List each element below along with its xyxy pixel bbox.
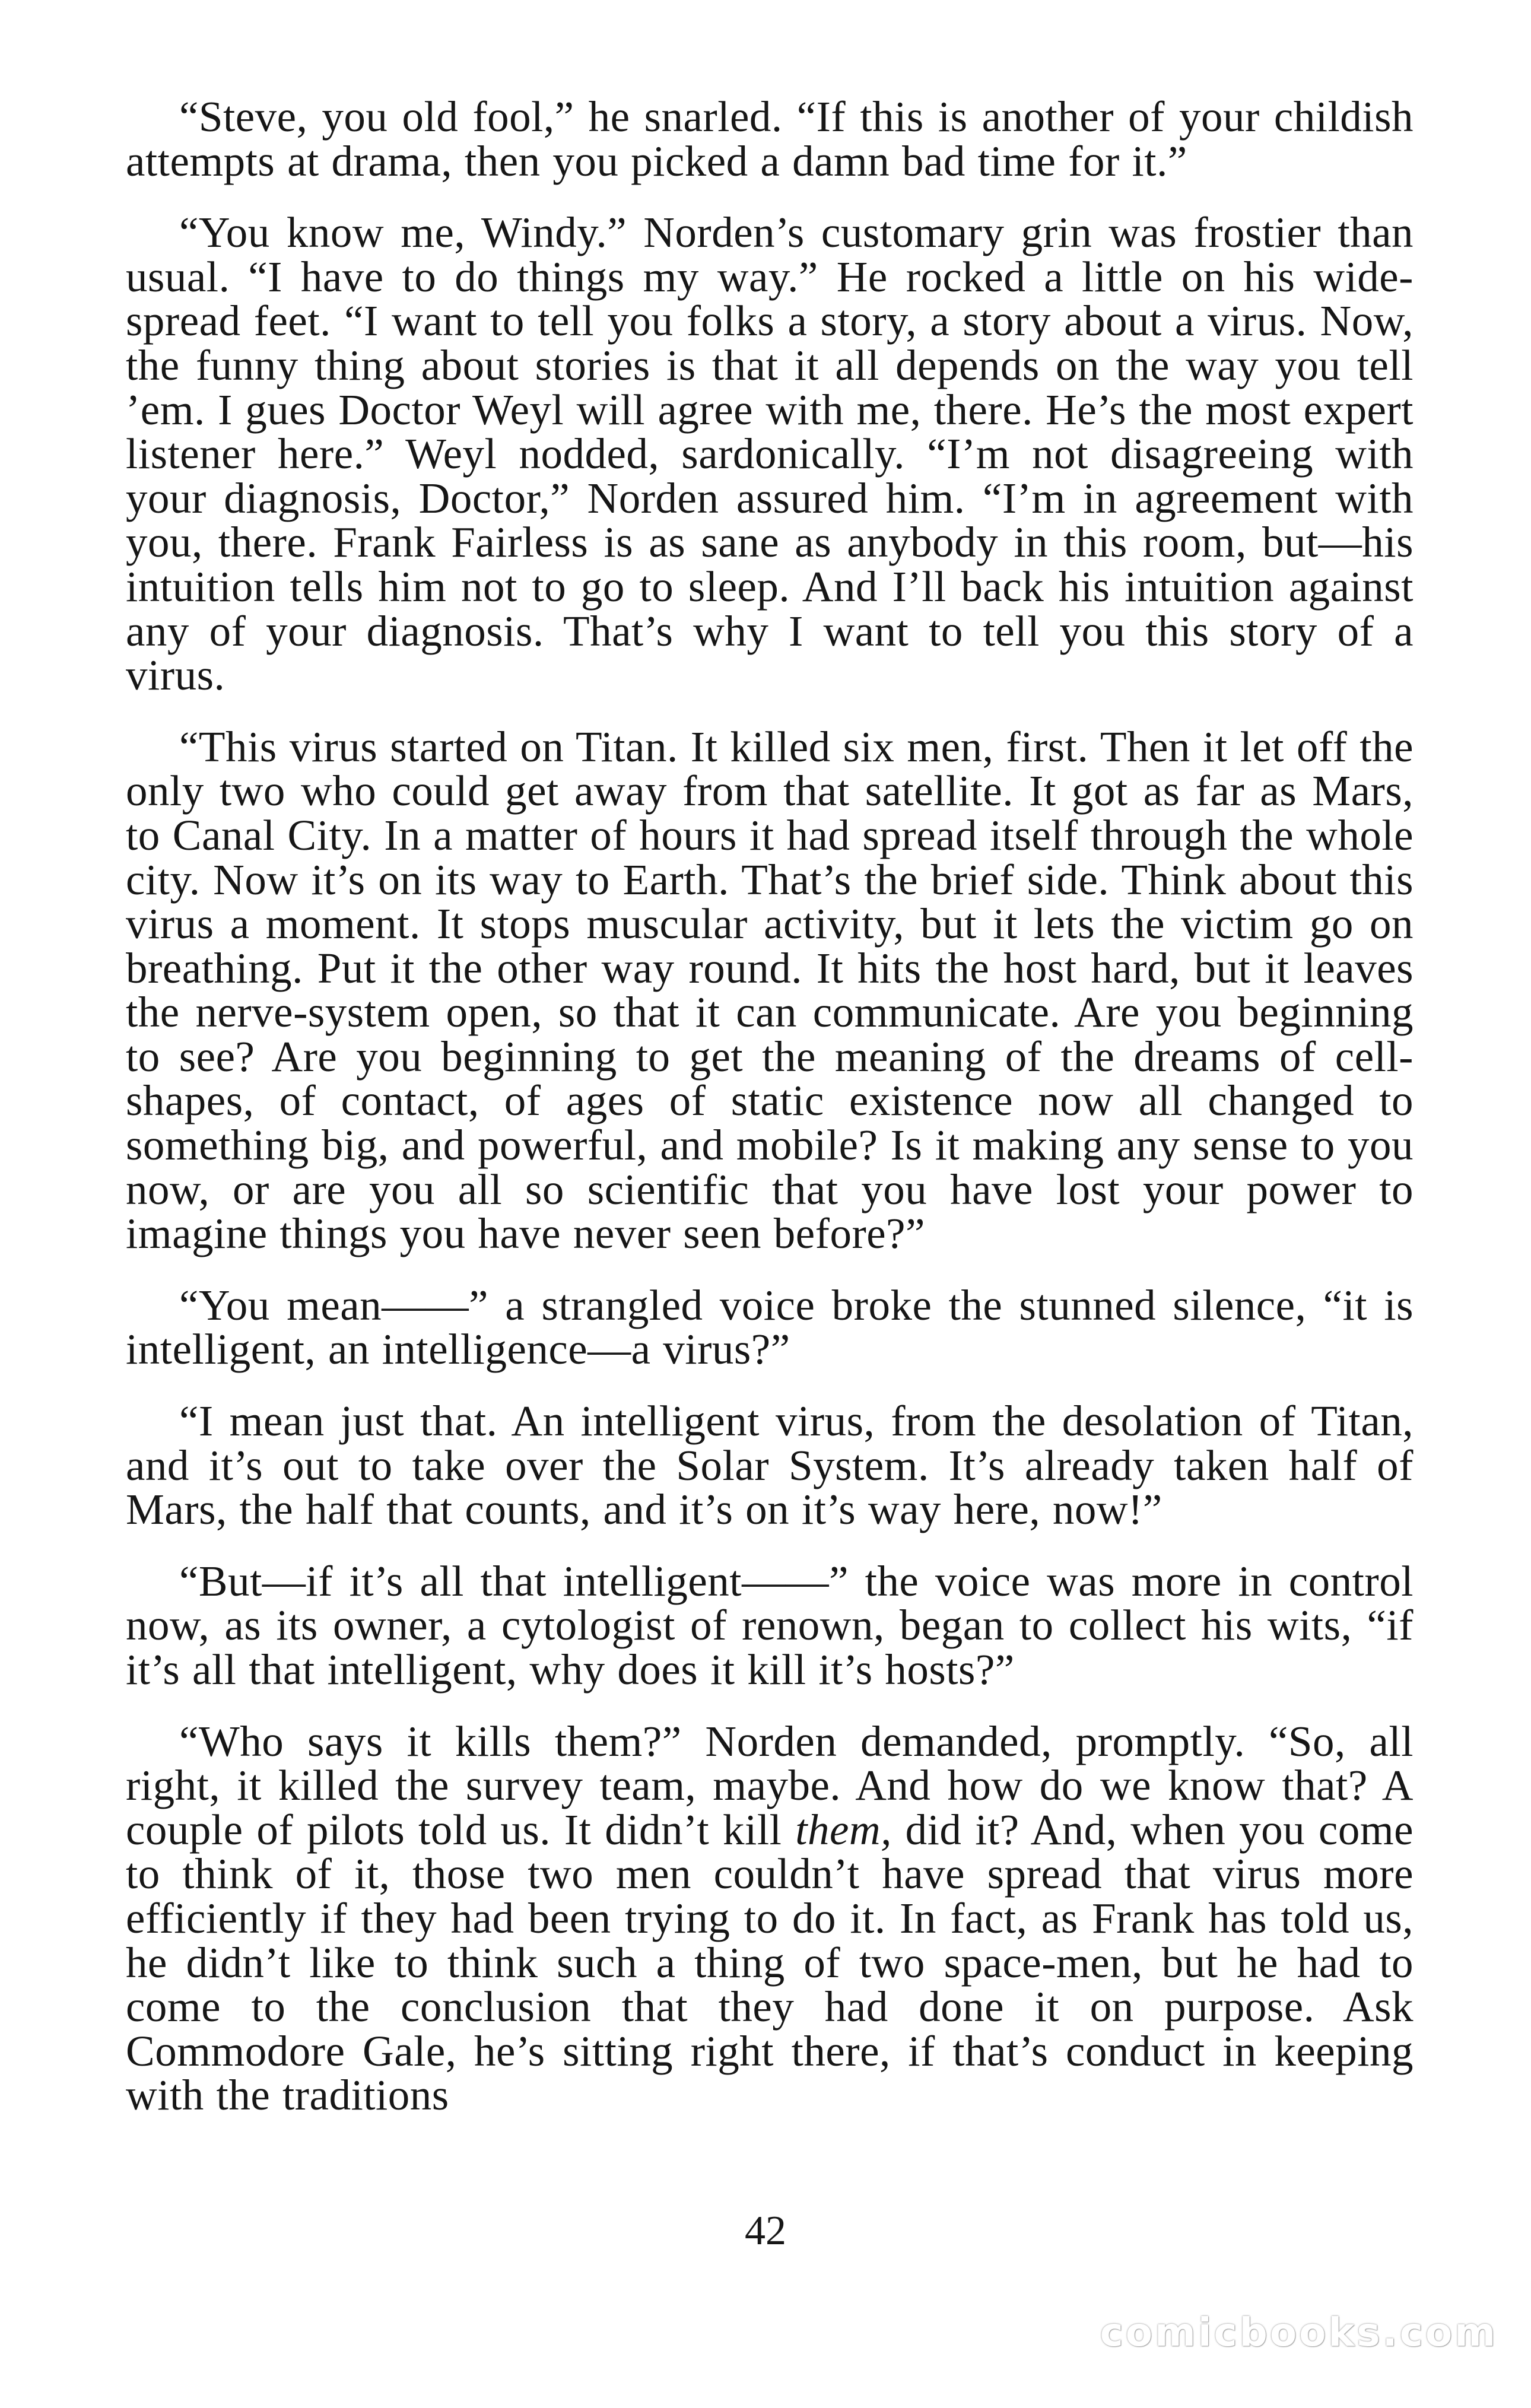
paragraph: “Steve, you old fool,” he snarled. “If this is another of your childish attempts at drama, then you picked a damn bad time for it.” bbox=[126, 93, 1414, 185]
paragraph-text: did it? And, when you come to think of it, those two men couldn’t have spread that virus more efficiently if they had been trying to do it. In fact, as Frank has told us, he didn’t like to think such a thing of two space-men, but he had to come to the conclusion that they had done it on purpose. Ask Commodore Gale, he’s sitting right there, if that’s conduct in keeping with the traditions bbox=[126, 1805, 1414, 2120]
paragraph: “This virus started on Titan. It killed six men, first. Then it let off the only two who could get away from that satellite. It got as far as Mars, to Canal City. In a matter of hours it had spread itself through the whole city. Now it’s on its way to Earth. That’s the brief side. Think about this virus a moment. It stops muscular activity, but it lets the victim go on breathing. Put it the other way round. It hits the host hard, but it leaves the nerve-system open, so that it can communicate. Are you beginning to see? Are you beginning to get the meaning of the dreams of cell-shapes, of contact, of ages of static existence now all changed to something big, and powerful, and mobile? Is it making any sense to you now, or are you all so scientific that you have lost your power to imagine things you have never seen before?” bbox=[126, 722, 1414, 1258]
paragraph: “But—if it’s all that intelligent——” the voice was more in control now, as its owner, a cytologist of renown, began to collect his wits, “if it’s all that intelligent, why does it kill it’s hosts?” bbox=[126, 1556, 1414, 1694]
page-text bbox=[126, 95, 1414, 2145]
paragraph: “You know me, Windy.” Norden’s customary grin was frostier than usual. “I have to do things my way.” He rocked a little on his wide-spread feet. “I want to tell you folks a story, a story about a virus. Now, the funny thing about stories is that it all depends on the way you tell ’em. I gues Doctor Weyl will agree with me, there. He’s the most expert listener here.” Weyl nodded, sardonically. “I’m not disagreeing with your diagnosis, Doctor,” Norden assured him. “I’m in agreement with you, there. Frank Fairless is as sane as anybody in this room, but—his intuition tells him not to go to sleep. And I’ll back his intuition against any of your diagnosis. That’s why I want to tell you this story of a virus. bbox=[126, 208, 1414, 700]
watermark: comicbooks.com bbox=[1100, 2309, 1498, 2355]
paragraph-last bbox=[126, 1717, 1414, 2120]
page-number: 42 bbox=[745, 2208, 786, 2254]
paragraph: “I mean just that. An intelligent virus, from the desolation of Titan, and it’s out to take over the Solar System. It’s already taken half of Mars, the half that counts, and it’s on it’s way here, now!” bbox=[126, 1397, 1414, 1534]
paragraph: “You mean——” a strangled voice broke the stunned silence, “it is intelligent, an intelligence—a virus?” bbox=[126, 1281, 1414, 1374]
italic-emphasis: them, bbox=[795, 1805, 892, 1854]
paragraph-text: “Who says it kills them?” Norden demanded, promptly. “So, all right, it killed the survey team, maybe. And how do we know that? A couple of pilots told us. It didn’t kill bbox=[126, 1717, 1414, 1854]
